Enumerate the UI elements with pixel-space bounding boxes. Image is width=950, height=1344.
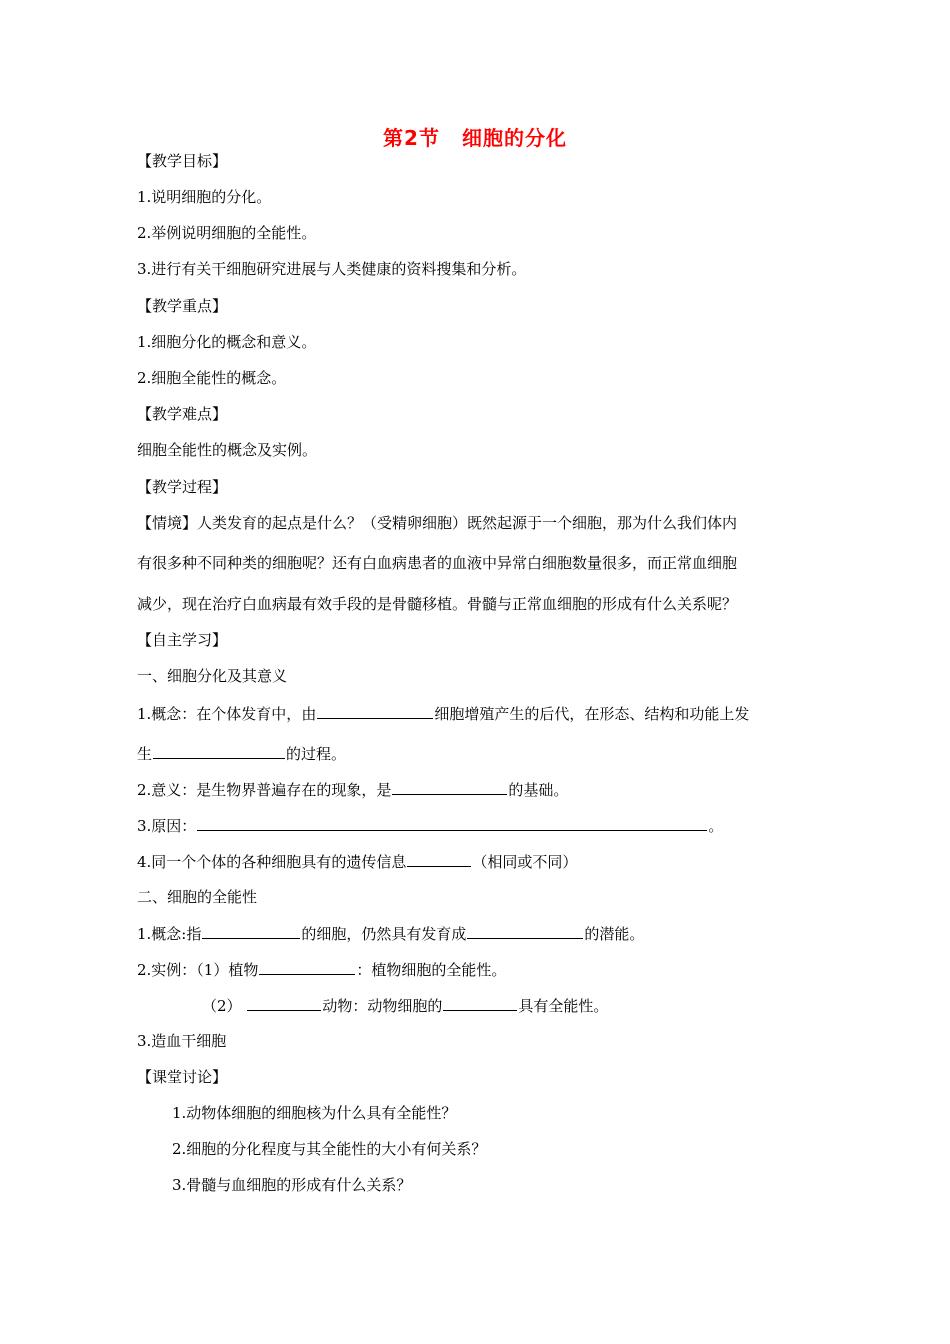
key-point-item: 2.细胞全能性的概念。 (137, 369, 287, 387)
title-topic: 细胞的分化 (461, 126, 567, 150)
fill-blank[interactable] (259, 959, 355, 975)
goals-heading: 【教学目标】 (137, 152, 228, 170)
fill-blank[interactable] (202, 923, 300, 939)
title-section-number: 第2节 (383, 126, 440, 150)
section2-heading: 二、细胞的全能性 (137, 888, 258, 906)
discussion-item: 2.细胞的分化程度与其全能性的大小有何关系？ (172, 1140, 487, 1158)
page-title (0, 122, 950, 151)
fill-blank[interactable] (407, 851, 471, 867)
situation-paragraph-line: 有很多种不同种类的细胞呢？还有白血病患者的血液中异常白细胞数量很多，而正常血细胞 (137, 554, 738, 572)
difficulty-item: 细胞全能性的概念及实例。 (137, 441, 318, 459)
genetic-info-line: 4.同一个个体的各种细胞具有的遗传信息 （相同或不同） (137, 853, 578, 871)
stem-cell-line: 3.造血干细胞 (137, 1032, 227, 1050)
key-points-heading: 【教学重点】 (137, 297, 228, 315)
self-study-heading: 【自主学习】 (137, 631, 228, 649)
fill-blank[interactable] (197, 815, 707, 831)
fill-blank[interactable] (443, 995, 517, 1011)
totipotency-example-line: 2.实例：（1）植物 ：植物细胞的全能性。 (137, 961, 507, 979)
discussion-heading: 【课堂讨论】 (137, 1068, 228, 1086)
fill-blank[interactable] (247, 995, 321, 1011)
discussion-item: 3.骨髓与血细胞的形成有什么关系？ (172, 1176, 412, 1194)
goal-item: 2.举例说明细胞的全能性。 (137, 224, 317, 242)
process-heading: 【教学过程】 (137, 478, 228, 496)
goal-item: 1.说明细胞的分化。 (137, 188, 272, 206)
situation-paragraph-line: 减少，现在治疗白血病最有效手段的是骨髓移植。骨髓与正常血细胞的形成有什么关系呢？ (137, 595, 738, 613)
differentiation-concept-line-2: 生 的过程。 (137, 745, 347, 763)
fill-blank[interactable] (317, 703, 433, 719)
goal-item: 3.进行有关干细胞研究进展与人类健康的资料搜集和分析。 (137, 260, 527, 278)
difficulties-heading: 【教学难点】 (137, 405, 228, 423)
differentiation-concept-line: 1.概念：在个体发育中，由 细胞增殖产生的后代，在形态、结构和功能上发 (137, 705, 750, 723)
discussion-item: 1.动物体细胞的细胞核为什么具有全能性？ (172, 1104, 457, 1122)
key-point-item: 1.细胞分化的概念和意义。 (137, 333, 317, 351)
totipotency-concept-line: 1.概念:指 的细胞，仍然具有发育成 的潜能。 (137, 925, 645, 943)
differentiation-meaning-line: 2.意义：是生物界普遍存在的现象，是 的基础。 (137, 781, 569, 799)
section1-heading: 一、细胞分化及其意义 (137, 667, 288, 685)
differentiation-reason-line: 3.原因： 。 (137, 817, 724, 835)
fill-blank[interactable] (392, 779, 507, 795)
fill-blank[interactable] (153, 743, 285, 759)
situation-paragraph-line: 【情境】人类发育的起点是什么？（受精卵细胞）既然起源于一个细胞，那为什么我们体内 (137, 514, 738, 532)
fill-blank[interactable] (467, 923, 583, 939)
totipotency-example-line-2: （2） 动物：动物细胞的 具有全能性。 (202, 997, 609, 1015)
